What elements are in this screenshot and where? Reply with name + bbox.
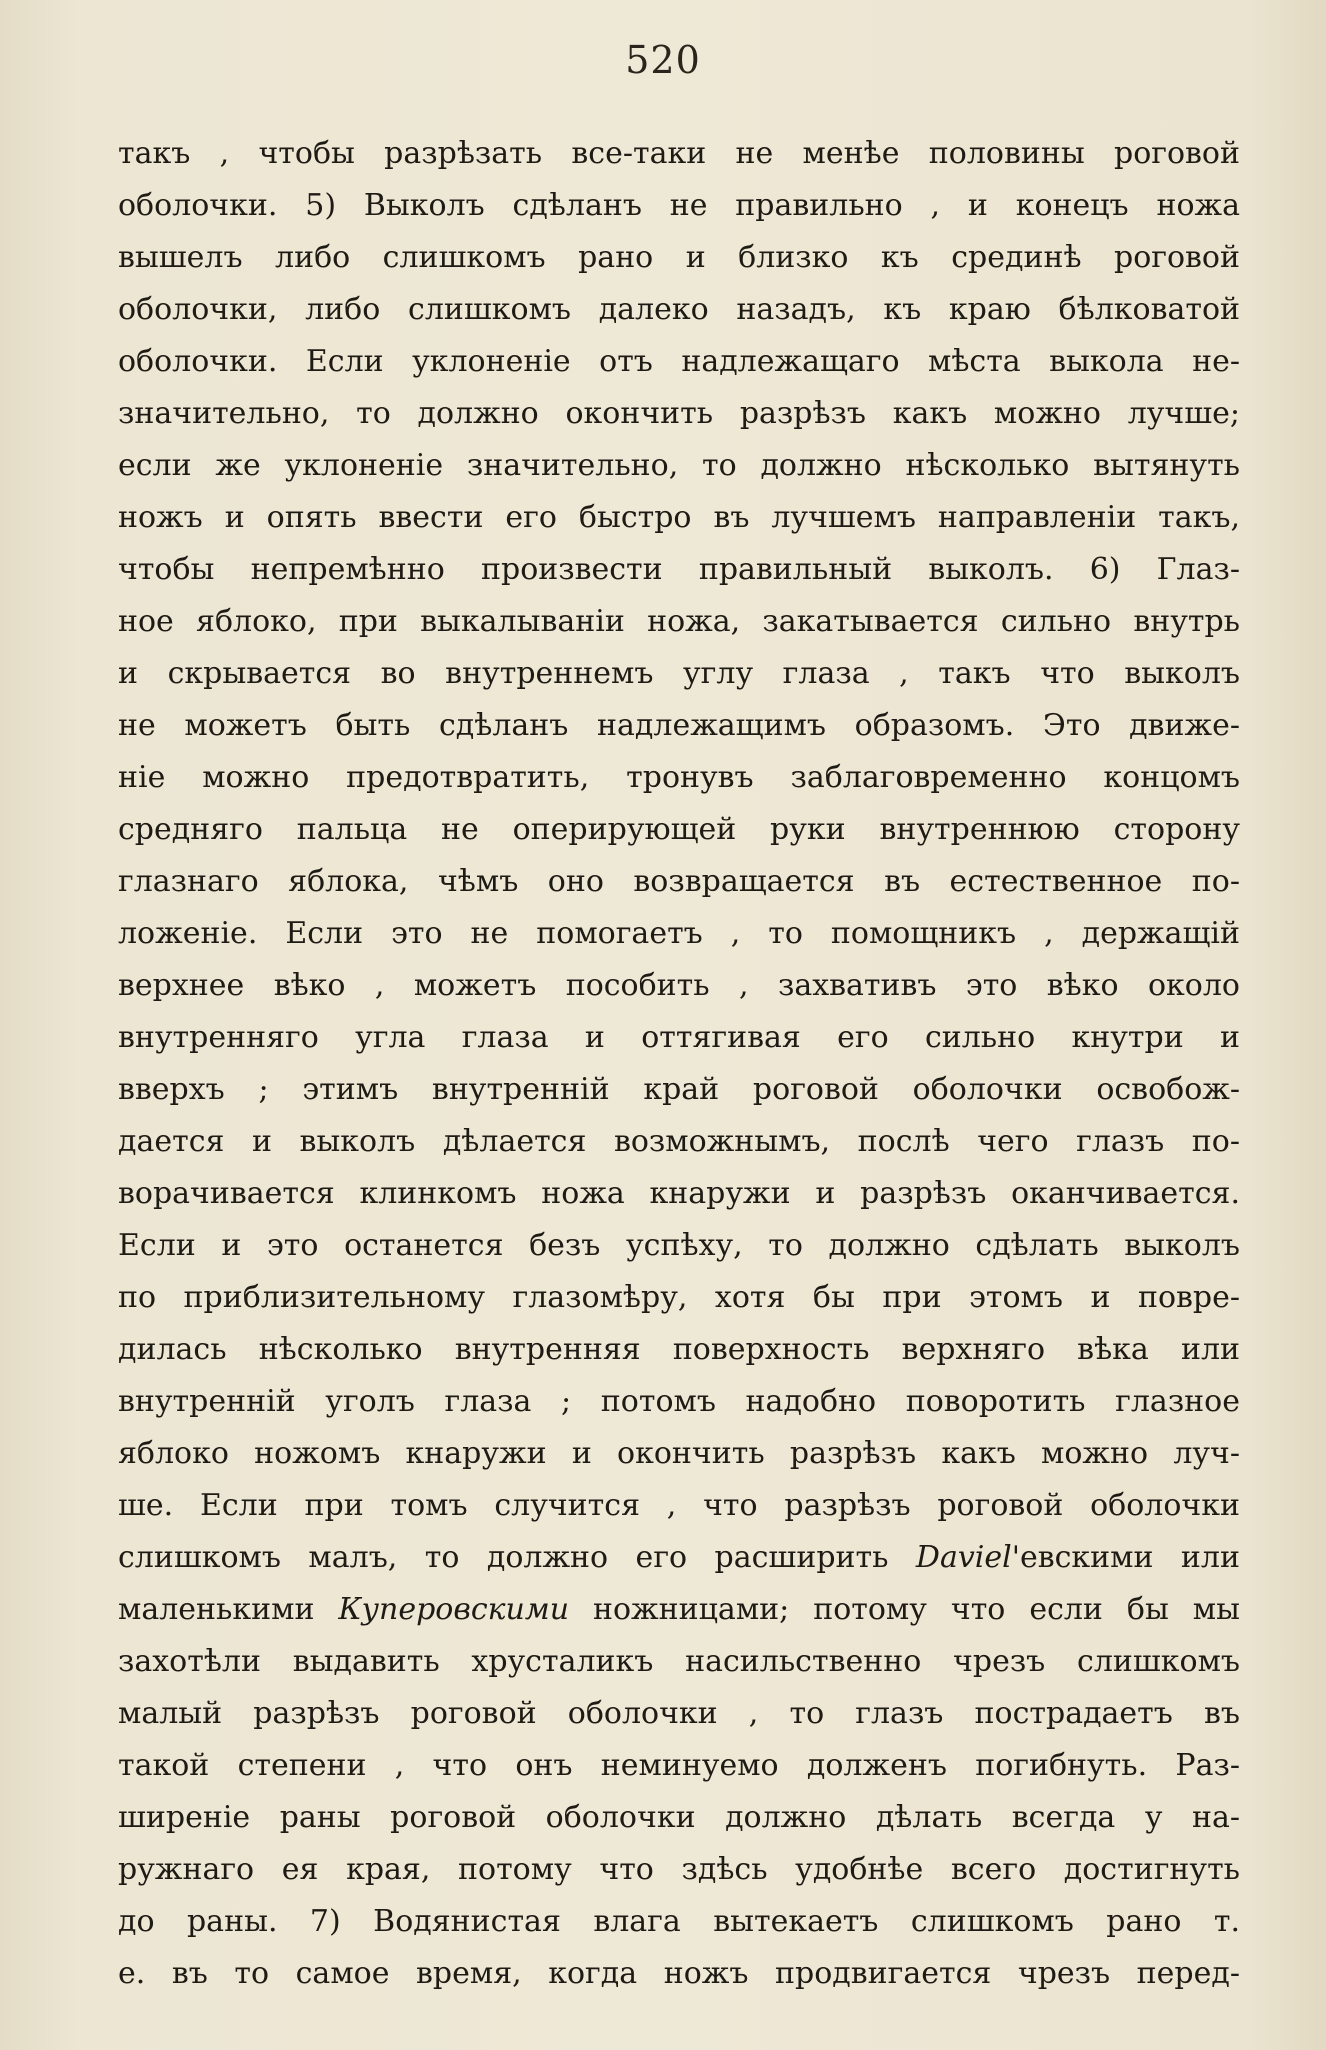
text-line: вверхъ ; этимъ внутренній край роговой оболочки освобож- bbox=[118, 1072, 1240, 1107]
text-line: ружнаго ея края, потому что здѣсь удобнѣе всего достигнуть bbox=[118, 1852, 1240, 1887]
text-line: дается и выколъ дѣлается возможнымъ, послѣ чего глазъ по- bbox=[118, 1124, 1240, 1159]
text-line: ше. Если при томъ случится , что разрѣзъ роговой оболочки bbox=[118, 1488, 1240, 1523]
text-line: ное яблоко, при выкалываніи ножа, закатывается сильно внутрь bbox=[118, 604, 1240, 639]
text-line: внутренній уголъ глаза ; потомъ надобно поворотить глазное bbox=[118, 1384, 1240, 1419]
text-segment: ножницами; потому что если бы мы bbox=[569, 1592, 1240, 1627]
text-line: оболочки. 5) Выколъ сдѣланъ не правильно , и конецъ ножа bbox=[118, 188, 1240, 223]
text-segment: евскими или bbox=[1019, 1540, 1240, 1575]
text-line bbox=[118, 1532, 1240, 1584]
text-line: дилась нѣсколько внутренняя поверхность верхняго вѣка или bbox=[118, 1332, 1240, 1367]
text-line: вышелъ либо слишкомъ рано и близко къ срединѣ роговой bbox=[118, 240, 1240, 275]
text-line: ворачивается клинкомъ ножа кнаружи и разрѣзъ оканчивается. bbox=[118, 1176, 1240, 1211]
text-segment: маленькими bbox=[118, 1592, 339, 1627]
text-line: такой степени , что онъ неминуемо долженъ погибнуть. Раз- bbox=[118, 1748, 1240, 1783]
text-line: оболочки. Если уклоненіе отъ надлежащаго мѣста выкола не- bbox=[118, 344, 1240, 379]
text-line: верхнее вѣко , можетъ пособить , захвативъ это вѣко около bbox=[118, 968, 1240, 1003]
text-line: яблоко ножомъ кнаружи и окончить разрѣзъ какъ можно луч- bbox=[118, 1436, 1240, 1471]
text-line: значительно, то должно окончить разрѣзъ какъ можно лучше; bbox=[118, 396, 1240, 431]
text-line: и скрывается во внутреннемъ углу глаза , такъ что выколъ bbox=[118, 656, 1240, 691]
page-number: 520 bbox=[625, 38, 701, 82]
text-line: ніе можно предотвратить, тронувъ заблаговременно концомъ bbox=[118, 760, 1240, 795]
text-line: глазнаго яблока, чѣмъ оно возвращается въ естественное по- bbox=[118, 864, 1240, 899]
text-line: малый разрѣзъ роговой оболочки , то глазъ пострадаетъ въ bbox=[118, 1696, 1240, 1731]
text-line: не можетъ быть сдѣланъ надлежащимъ образомъ. Это движе- bbox=[118, 708, 1240, 743]
text-line: ширеніе раны роговой оболочки должно дѣлать всегда у на- bbox=[118, 1800, 1240, 1835]
text-line: по приблизительному глазомѣру, хотя бы при этомъ и повре- bbox=[118, 1280, 1240, 1315]
text-line: захотѣли выдавить хрусталикъ насильственно чрезъ слишкомъ bbox=[118, 1644, 1240, 1679]
text-line: до раны. 7) Водянистая влага вытекаетъ слишкомъ рано т. bbox=[118, 1904, 1240, 1939]
text-segment: слишкомъ малъ, то должно его расширить bbox=[118, 1540, 916, 1575]
text-line: если же уклоненіе значительно, то должно нѣсколько вытянуть bbox=[118, 448, 1240, 483]
text-line: Если и это останется безъ успѣху, то должно сдѣлать выколъ bbox=[118, 1228, 1240, 1263]
text-line: такъ , чтобы разрѣзать все-таки не менѣе половины роговой bbox=[118, 136, 1240, 171]
text-line: е. въ то самое время, когда ножъ продвигается чрезъ перед- bbox=[118, 1956, 1240, 1991]
italic-name: Daviel' bbox=[915, 1540, 1020, 1575]
body-text bbox=[118, 128, 1240, 2000]
text-line: ножъ и опять ввести его быстро въ лучшемъ направленіи такъ, bbox=[118, 500, 1240, 535]
text-line: чтобы непремѣнно произвести правильный выколъ. 6) Глаз- bbox=[118, 552, 1240, 587]
italic-name: Куперовскими bbox=[338, 1592, 570, 1627]
text-line: средняго пальца не оперирующей руки внутреннюю сторону bbox=[118, 812, 1240, 847]
text-line: внутренняго угла глаза и оттягивая его сильно кнутри и bbox=[118, 1020, 1240, 1055]
text-line bbox=[118, 1584, 1240, 1636]
text-line: оболочки, либо слишкомъ далеко назадъ, къ краю бѣлковатой bbox=[118, 292, 1240, 327]
text-line: ложеніе. Если это не помогаетъ , то помощникъ , держащій bbox=[118, 916, 1240, 951]
